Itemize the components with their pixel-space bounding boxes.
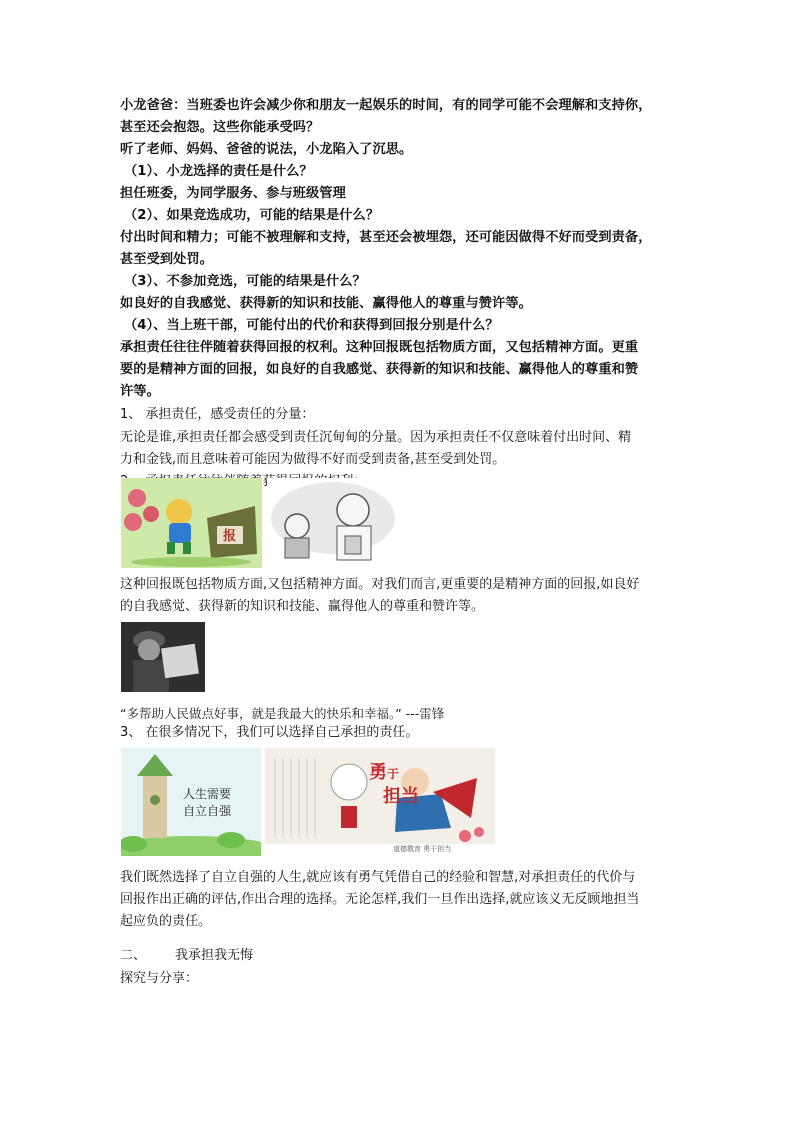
answer-2-line-1: 付出时间和精力；可能不被理解和支持，甚至还会被埋怨，还可能因做得不好而受到责备，	[120, 230, 652, 245]
text-3-line-3: 起应负的责任。	[120, 914, 212, 929]
brave-responsibility-banner	[265, 748, 495, 856]
text-1-line-2: 力和金钱,而且意味着可能因为做得不好而受到责备,甚至受到处罚。	[120, 452, 506, 467]
answer-2-line-2: 甚至受到处罚。	[120, 252, 214, 267]
question-3: （3）、不参加竞选，可能的结果是什么？	[124, 274, 366, 289]
calligraphy-char-3: 担	[383, 786, 401, 807]
text-2-line-2: 的自我感觉、获得新的知识和技能、赢得他人的尊重和赞许等。	[120, 599, 485, 614]
answer-3: 如良好的自我感觉、获得新的知识和技能、赢得他人的尊重与赞许等。	[120, 296, 532, 311]
calligraphy-char-1: 勇	[369, 762, 387, 783]
lei-feng-photo	[121, 622, 205, 692]
banner-footer: 道德教育 勇于担当	[393, 845, 452, 853]
question-4: （4）、当上班干部，可能付出的代价和获得到回报分别是什么？	[124, 318, 499, 333]
worker-cartoon-image	[267, 478, 396, 568]
text-3-line-1: 我们既然选择了自立自强的人生,就应该有勇气凭借自己的经验和智慧,对承担责任的代价与	[120, 870, 636, 885]
section-number: 二、	[120, 948, 147, 963]
question-2: （2）、如果竞选成功，可能的结果是什么？	[124, 208, 380, 223]
answer-4-line-2: 要的是精神方面的回报，如良好的自我感觉、获得新的知识和技能、赢得他人的尊重和赞	[120, 362, 639, 377]
lei-feng-quote: “多帮助人民做点好事，就是我最大的快乐和幸福。” ---雷锋	[120, 706, 445, 721]
heading-1: 1、 承担责任，感受责任的分量：	[120, 407, 315, 422]
self-reliance-poster	[121, 748, 261, 856]
answer-4-line-3: 许等。	[120, 384, 160, 399]
calligraphy-char-2: 于	[387, 767, 400, 781]
question-1: （1）、小龙选择的责任是什么？	[124, 164, 313, 179]
reward-cartoon-image	[121, 478, 262, 568]
heading-3: 3、 在很多情况下，我们可以选择自己承担的责任。	[120, 725, 419, 740]
poster-text-line-2: 自立自强	[183, 804, 232, 818]
soldier-reading-photo-icon	[121, 622, 205, 692]
answer-1: 担任班委，为同学服务、参与班级管理	[120, 186, 346, 201]
answer-4-line-1: 承担责任往往伴随着获得回报的权利。这种回报既包括物质方面，又包括精神方面。更重	[120, 340, 639, 355]
cartoon-caption: 报	[223, 529, 237, 544]
dad-dialogue-line-2: 甚至还会抱怨。这些你能承受吗？	[120, 120, 320, 135]
calligraphy-char-4: 当	[401, 786, 419, 807]
text-3-line-2: 回报作出正确的评估,作出合理的选择。无论怎样,我们一旦作出选择,就应该义无反顾地担当	[120, 892, 640, 907]
text-2-line-1: 这种回报既包括物质方面,又包括精神方面。对我们而言,更重要的是精神方面的回报,如良好	[120, 577, 640, 592]
elder-and-child-cartoon-icon	[267, 478, 396, 568]
section-title: 我承担我无悔	[175, 948, 254, 963]
narration: 听了老师、妈妈、爸爸的说法，小龙陷入了沉思。	[120, 142, 413, 157]
running-boy-cartoon-icon	[121, 478, 262, 568]
dad-dialogue-line-1: 小龙爸爸：当班委也许会减少你和朋友一起娱乐的时间，有的同学可能不会理解和支持你，	[120, 98, 652, 113]
poster-text-line-1: 人生需要	[183, 787, 232, 801]
explore-and-share: 探究与分享：	[120, 971, 199, 986]
text-1-line-1: 无论是谁,承担责任都会感受到责任沉甸甸的分量。因为承担责任不仅意味着付出时间、精	[120, 430, 632, 445]
